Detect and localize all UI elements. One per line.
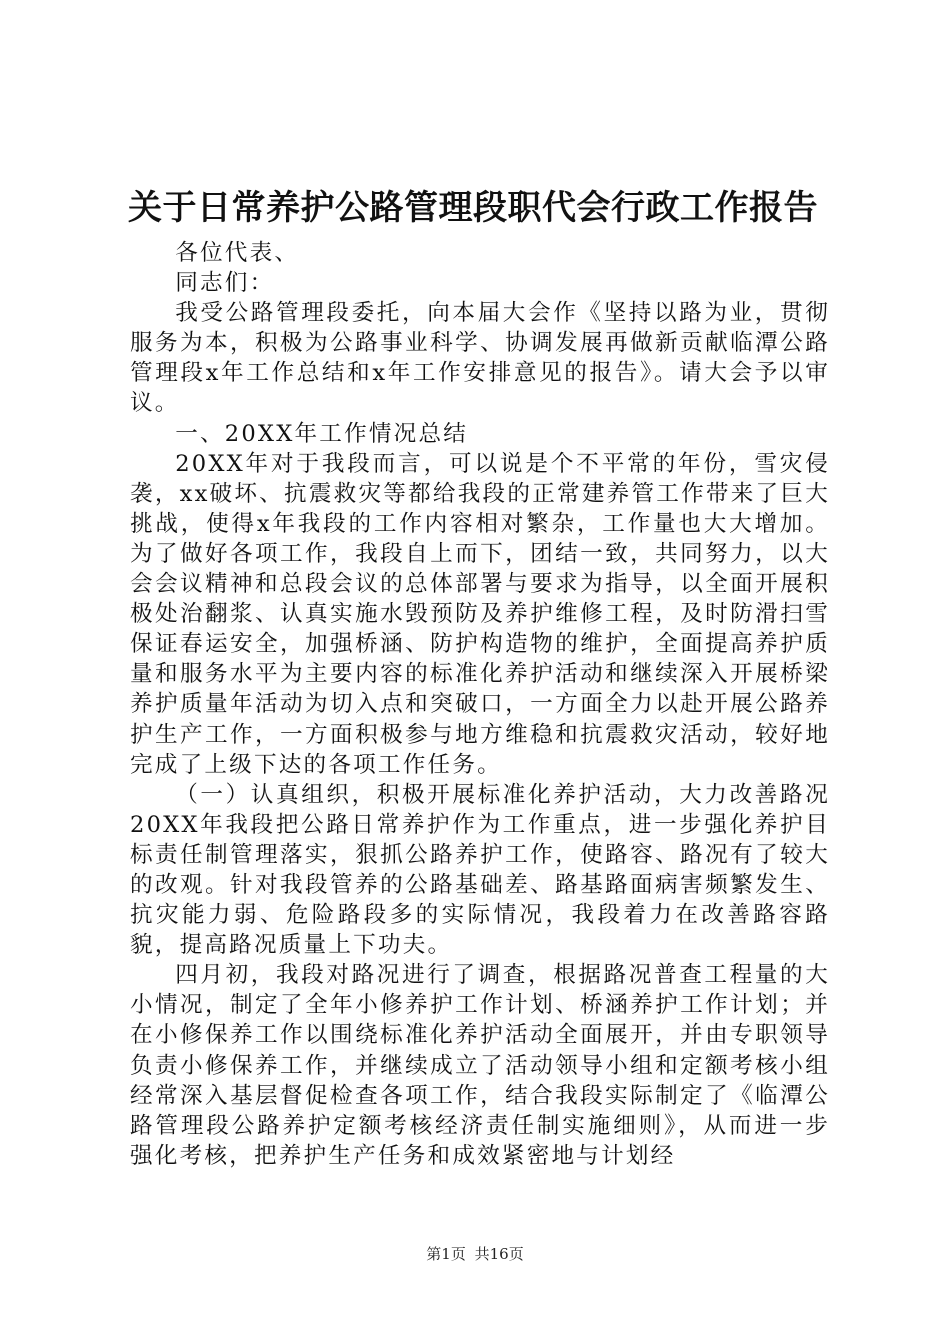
- page-number: 第1页: [426, 1245, 466, 1263]
- salutation-line-1: 各位代表、: [175, 240, 300, 266]
- subsection-paragraph-1: （一）认真组织，积极开展标准化养护活动，大力改善路况20XX年我段把公路日常养护作为工作重点，进一步强化养护目标责任制管理落实，狠抓公路养护工作，使路容、路况有了较大的改观。针对我段管养的公路基础差、路基路面病害频繁发生、抗灾能力弱、危险路段多的实际情况，我段着力在改善路容路貌，提高路况质量上下功夫。: [130, 781, 830, 959]
- page-footer: [0, 1244, 950, 1264]
- section-heading-1: 一、20XX年工作情况总结: [175, 420, 469, 447]
- intro-paragraph: 我受公路管理段委托，向本届大会作《坚持以路为业，贯彻服务为本，积极为公路事业科学、协调发展再做新贡献临潭公路管理段x年工作总结和x年工作安排意见的报告》。请大会予以审议。: [130, 300, 830, 417]
- document-title: 关于日常养护公路管理段职代会行政工作报告: [128, 188, 818, 228]
- summary-paragraph: 20XX年对于我段而言，可以说是个不平常的年份，雪灾侵袭，xx破坏、抗震救灾等都给我段的正常建养管工作带来了巨大挑战，使得x年我段的工作内容相对繁杂，工作量也大大增加。为了做好各项工作，我段自上而下，团结一致，共同努力，以大会会议精神和总段会议的总体部署与要求为指导，以全面开展积极处治翻浆、认真实施水毁预防及养护维修工程，及时防滑扫雪保证春运安全，加强桥涵、防护构造物的维护，全面提高养护质量和服务水平为主要内容的标准化养护活动和继续深入开展桥梁养护质量年活动为切入点和突破口，一方面全力以赴开展公路养护生产工作，一方面积极参与地方维稳和抗震救灾活动，较好地完成了上级下达的各项工作任务。: [130, 450, 830, 778]
- salutation-line-2: 同志们：: [175, 270, 275, 297]
- body-paragraph: 四月初，我段对路况进行了调查，根据路况普查工程量的大小情况，制定了全年小修养护工作计划、桥涵养护工作计划；并在小修保养工作以围绕标准化养护活动全面展开，并由专职领导负责小修保养工作，并继续成立了活动领导小组和定额考核小组经常深入基层督促检查各项工作，结合我段实际制定了《临潭公路管理段公路养护定额考核经济责任制实施细则》，从而进一步强化考核，把养护生产任务和成效紧密地与计划经: [130, 962, 830, 1169]
- document-body: [130, 238, 830, 1171]
- page-total: 共16页: [474, 1245, 524, 1263]
